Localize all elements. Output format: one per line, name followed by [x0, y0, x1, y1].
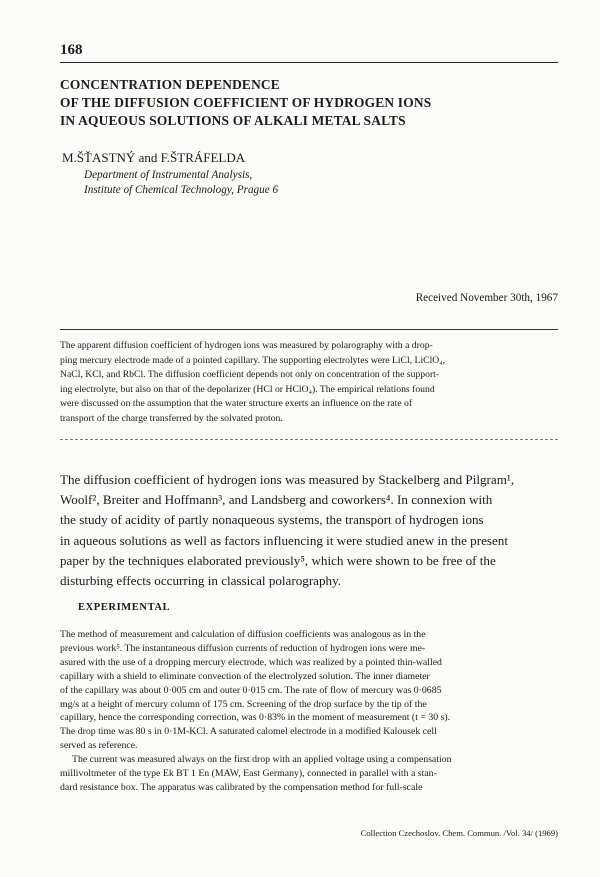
- experimental-line: The method of measurement and calculation of diffusion coefficients was analogous as in the: [60, 629, 426, 640]
- intro-line: paper by the techniques elaborated previously⁵, which were shown to be free of the: [60, 552, 496, 568]
- abstract-line: transport of the charge transferred by the solvated proton.: [60, 412, 283, 424]
- abstract-line: ing electrolyte, but also on that of the depolarizer (HCl or HClO₄). The empirical relations found: [60, 383, 435, 395]
- experimental-line: previous work⁵. The instantaneous diffusion currents of reduction of hydrogen ions were me-: [60, 642, 426, 654]
- abstract-top-rule: [60, 329, 558, 330]
- header-rule: [60, 62, 558, 63]
- title-line: OF THE DIFFUSION COEFFICIENT OF HYDROGEN IONS: [60, 95, 432, 110]
- experimental-line: dard resistance box. The apparatus was calibrated by the compensation method for full-scale: [60, 781, 423, 793]
- abstract-line: NaCl, KCl, and RbCl. The diffusion coefficient depends not only on concentration of the support-: [60, 369, 440, 380]
- introduction-paragraph: [60, 470, 560, 591]
- experimental-line: asured with the use of a dropping mercury electrode, which was realized by a pointed thin-walled: [60, 656, 442, 668]
- abstract-line: The apparent diffusion coefficient of hydrogen ions was measured by polarography with a drop-: [60, 340, 433, 351]
- experimental-line: of the capillary was about 0·005 cm and outer 0·015 cm. The rate of flow of mercury was 0·0685: [60, 684, 442, 696]
- affiliation: [84, 168, 278, 198]
- experimental-line: The drop time was 80 s in 0·1M-KCl. A saturated calomel electrode in a modified Kalousek cell: [60, 726, 437, 738]
- abstract: [60, 339, 558, 426]
- intro-line: Woolf², Breiter and Hoffmann³, and Landsberg and coworkers⁴. In connexion with: [60, 492, 493, 508]
- experimental-line: The current was measured always on the first drop with an applied voltage using a compensation: [72, 754, 452, 766]
- abstract-line: ping mercury electrode made of a pointed capillary. The supporting electrolytes were LiCl, LiClO₄,: [60, 354, 446, 366]
- title-line: CONCENTRATION DEPENDENCE: [60, 77, 280, 92]
- received-date: Received November 30th, 1967: [415, 292, 558, 304]
- intro-line: The diffusion coefficient of hydrogen ions was measured by Stackelberg and Pilgram¹,: [60, 472, 515, 487]
- paper-title: [60, 76, 560, 130]
- page-number: 168: [60, 42, 83, 58]
- abstract-bottom-rule: [60, 439, 558, 440]
- affiliation-line: Institute of Chemical Technology, Prague 6: [84, 184, 279, 196]
- title-line: IN AQUEOUS SOLUTIONS OF ALKALI METAL SALTS: [60, 113, 406, 128]
- authors: M.ŠŤASTNÝ and F.ŠTRÁFELDA: [62, 150, 246, 165]
- experimental-line: capillary with a shield to eliminate convection of the electrolyzed solution. The inner diameter: [60, 670, 430, 682]
- intro-line: in aqueous solutions as well as factors influencing it were studied anew in the present: [60, 532, 508, 548]
- journal-footer: Collection Czechoslov. Chem. Commun. /Vol. 34/ (1969): [360, 828, 558, 838]
- intro-line: the study of acidity of partly nonaqueous systems, the transport of hydrogen ions: [60, 512, 484, 528]
- experimental-line: millivoltmeter of the type Ek BT 1 En (MAW, East Germany), connected in parallel with a stan-: [60, 768, 437, 780]
- experimental-line: mg/s at a height of mercury column of 175 cm. Screening of the drop surface by the tip of the: [60, 698, 427, 710]
- affiliation-line: Department of Instrumental Analysis,: [84, 169, 253, 181]
- abstract-line: were discussed on the assumption that the water structure exerts an influence on the rate of: [60, 398, 413, 409]
- experimental-line: served as reference.: [60, 740, 138, 752]
- experimental-line: capillary, hence the corresponding correction, was 0·83% in the moment of measurement (t = 30 s).: [60, 712, 451, 724]
- experimental-text: [60, 628, 560, 795]
- intro-line: disturbing effects occurring in classical polarography.: [60, 573, 342, 589]
- section-heading-experimental: EXPERIMENTAL: [78, 602, 171, 613]
